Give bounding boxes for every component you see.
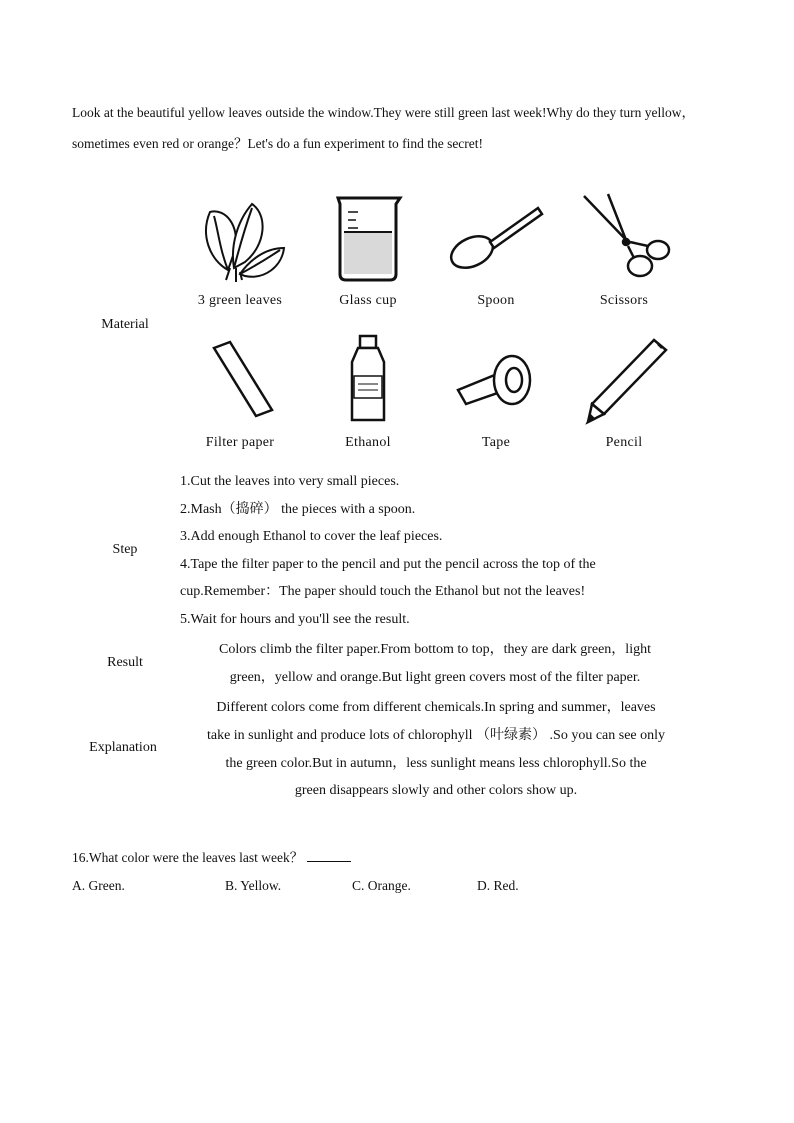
material-item <box>308 332 428 451</box>
intro-paragraph <box>72 97 732 159</box>
step-line: 5.Wait for hours and you'll see the result. <box>180 611 410 627</box>
explanation-line: green disappears slowly and other colors show up. <box>294 783 578 799</box>
explanation-line: Different colors come from different chemicals.In spring and summer，leaves <box>216 700 656 715</box>
material-name: Pencil <box>605 435 643 450</box>
material-item <box>180 332 300 451</box>
material-item <box>308 190 428 309</box>
material-label: Material <box>101 317 149 332</box>
pencil-icon <box>574 332 674 427</box>
question-text: What color were the leaves last week？ <box>88 850 304 865</box>
bottle-icon <box>318 332 418 427</box>
option-c[interactable]: C. Orange. <box>352 878 411 893</box>
material-name: Spoon <box>477 293 515 308</box>
option-d[interactable]: D. Red. <box>477 878 519 893</box>
option-b[interactable]: B. Yellow. <box>225 878 282 893</box>
leaves-icon <box>190 190 290 285</box>
scissors-icon <box>574 190 674 285</box>
step-line: cup.Remember：The paper should touch the Ethanol but not the leaves! <box>180 584 586 599</box>
explanation-line: take in sunlight and produce lots of chlorophyll （叶绿素） .So you can see only <box>206 727 666 743</box>
explanation-line: the green color.But in autumn，less sunlight means less chlorophyll.So the <box>225 755 647 771</box>
material-item <box>564 190 684 309</box>
result-line: Colors climb the filter paper.From bottom to top，they are dark green，light <box>219 642 651 657</box>
answer-blank[interactable] <box>307 849 351 862</box>
step-line: 2.Mash（捣碎） the pieces with a spoon. <box>180 501 416 517</box>
intro-line-1: Look at the beautiful yellow leaves outside the window.They were still green last week!Why do they turn yellow， <box>72 105 695 120</box>
intro-line-2: sometimes even red or orange？Let's do a fun experiment to find the secret! <box>72 136 484 151</box>
option-a[interactable]: A. Green. <box>72 878 125 893</box>
material-name: Glass cup <box>339 293 397 308</box>
result-text <box>180 636 690 692</box>
material-name: Filter paper <box>205 435 275 450</box>
material-item <box>564 332 684 451</box>
filter-paper-icon <box>190 332 290 427</box>
beaker-icon <box>318 190 418 285</box>
material-item <box>436 332 556 451</box>
step-line: 1.Cut the leaves into very small pieces. <box>180 474 400 489</box>
explanation-text <box>176 694 696 805</box>
material-item <box>180 190 300 309</box>
result-line: green，yellow and orange.But light green covers most of the filter paper. <box>229 670 641 685</box>
step-label: Step <box>112 542 138 557</box>
material-name: Scissors <box>599 293 649 308</box>
material-item <box>436 190 556 309</box>
material-name: 3 green leaves <box>197 293 283 308</box>
explanation-label: Explanation <box>89 740 157 755</box>
tape-icon <box>446 332 546 427</box>
step-line: 4.Tape the filter paper to the pencil and put the pencil across the top of the <box>180 556 596 572</box>
material-name: Ethanol <box>345 435 391 450</box>
material-name: Tape <box>481 435 511 450</box>
question-16 <box>72 846 351 866</box>
question-number: 16. <box>72 850 89 865</box>
steps-list <box>180 468 670 633</box>
step-line: 3.Add enough Ethanol to cover the leaf pieces. <box>180 529 443 544</box>
spoon-icon <box>446 190 546 285</box>
result-label: Result <box>107 655 143 670</box>
